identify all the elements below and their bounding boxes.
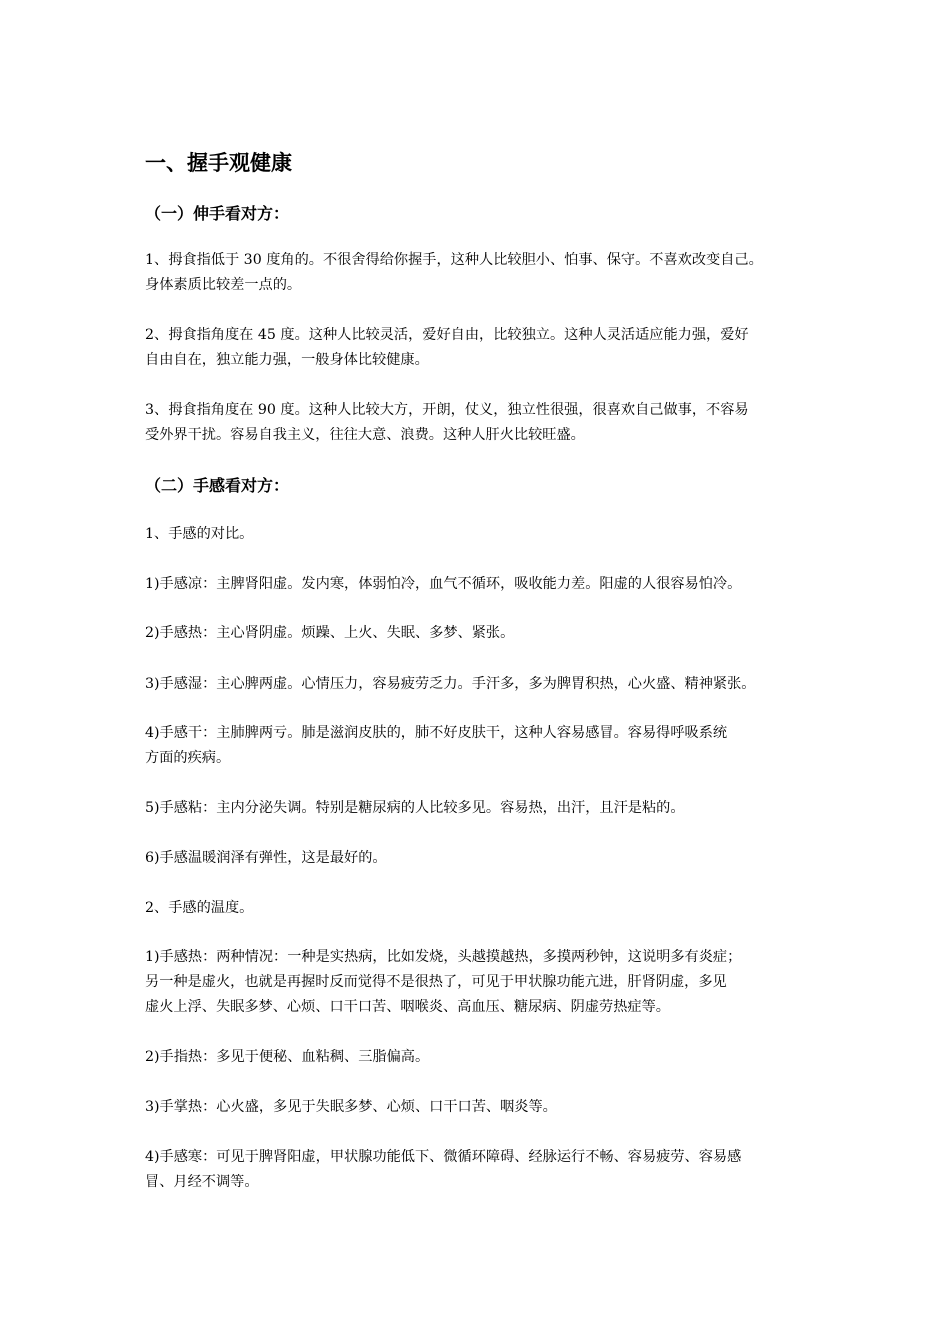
paragraph: [145, 1095, 813, 1120]
paragraph: [145, 323, 813, 373]
text-line: 4)手感寒：可见于脾肾阳虚，甲状腺功能低下、微循环障碍、经脉运行不畅、容易疲劳、容易感: [145, 1149, 742, 1165]
paragraph: [145, 945, 813, 1020]
paragraph: [145, 846, 813, 871]
text-line: 2、拇食指角度在 45 度。这种人比较灵活，爱好自由，比较独立。这种人灵活适应能力强，爱好: [145, 327, 749, 343]
paragraph: [145, 621, 813, 646]
text-line: 3)手感湿：主心脾两虚。心情压力，容易疲劳乏力。手汗多，多为脾胃积热，心火盛、精神紧张。: [145, 676, 756, 692]
paragraph: [145, 572, 813, 597]
text-line: 2)手指热：多见于便秘、血粘稠、三脂偏高。: [145, 1049, 430, 1065]
text-line: 5)手感粘：主内分泌失调。特别是糖尿病的人比较多见。容易热，出汗，且汗是粘的。: [145, 800, 685, 816]
paragraph: [145, 522, 813, 547]
text-line: 4)手感干：主肺脾两亏。肺是滋润皮肤的，肺不好皮肤干，这种人容易感冒。容易得呼吸系统: [145, 725, 728, 741]
text-line: 自由自在，独立能力强，一般身体比较健康。: [145, 352, 429, 368]
paragraph: [145, 672, 813, 697]
text-line: 3、拇食指角度在 90 度。这种人比较大方，开朗，仗义，独立性很强，很喜欢自己做事，不容易: [145, 402, 749, 418]
text-line: 冒、月经不调等。: [145, 1174, 259, 1190]
paragraph: [145, 1145, 813, 1195]
text-line: 6)手感温暖润泽有弹性，这是最好的。: [145, 850, 387, 866]
page-title: 一、握手观健康: [145, 151, 292, 175]
text-line: 受外界干扰。容易自我主义，往往大意、浪费。这种人肝火比较旺盛。: [145, 427, 585, 443]
paragraph: [145, 1045, 813, 1070]
text-line: 1)手感热：两种情况：一种是实热病，比如发烧，头越摸越热，多摸两秒钟，这说明多有炎症；: [145, 949, 742, 965]
text-line: 1)手感凉：主脾肾阳虚。发内寒，体弱怕冷，血气不循环，吸收能力差。阳虚的人很容易怕冷。: [145, 576, 742, 592]
text-line: 1、手感的对比。: [145, 526, 254, 542]
text-line: 1、拇食指低于 30 度角的。不很舍得给你握手，这种人比较胆小、怕事、保守。不喜欢改变自己。: [145, 252, 763, 268]
text-line: 另一种是虚火，也就是再握时反而觉得不是很热了，可见于甲状腺功能亢进，肝肾阴虚，多见: [145, 974, 727, 990]
section-heading-1: （一）伸手看对方：: [145, 204, 290, 223]
text-line: 虚火上浮、失眠多梦、心烦、口干口苦、咽喉炎、高血压、糖尿病、阴虚劳热症等。: [145, 999, 670, 1015]
paragraph: [145, 796, 813, 821]
paragraph: [145, 721, 813, 771]
paragraph: [145, 398, 813, 448]
paragraph: [145, 896, 813, 921]
text-line: 身体素质比较差一点的。: [145, 277, 302, 293]
text-line: 2)手感热：主心肾阴虚。烦躁、上火、失眠、多梦、紧张。: [145, 625, 515, 641]
section-heading-2: （二）手感看对方：: [145, 476, 290, 495]
text-line: 2、手感的温度。: [145, 900, 254, 916]
text-line: 3)手掌热：心火盛，多见于失眠多梦、心烦、口干口苦、咽炎等。: [145, 1099, 557, 1115]
text-line: 方面的疾病。: [145, 750, 231, 766]
paragraph: [145, 248, 813, 298]
